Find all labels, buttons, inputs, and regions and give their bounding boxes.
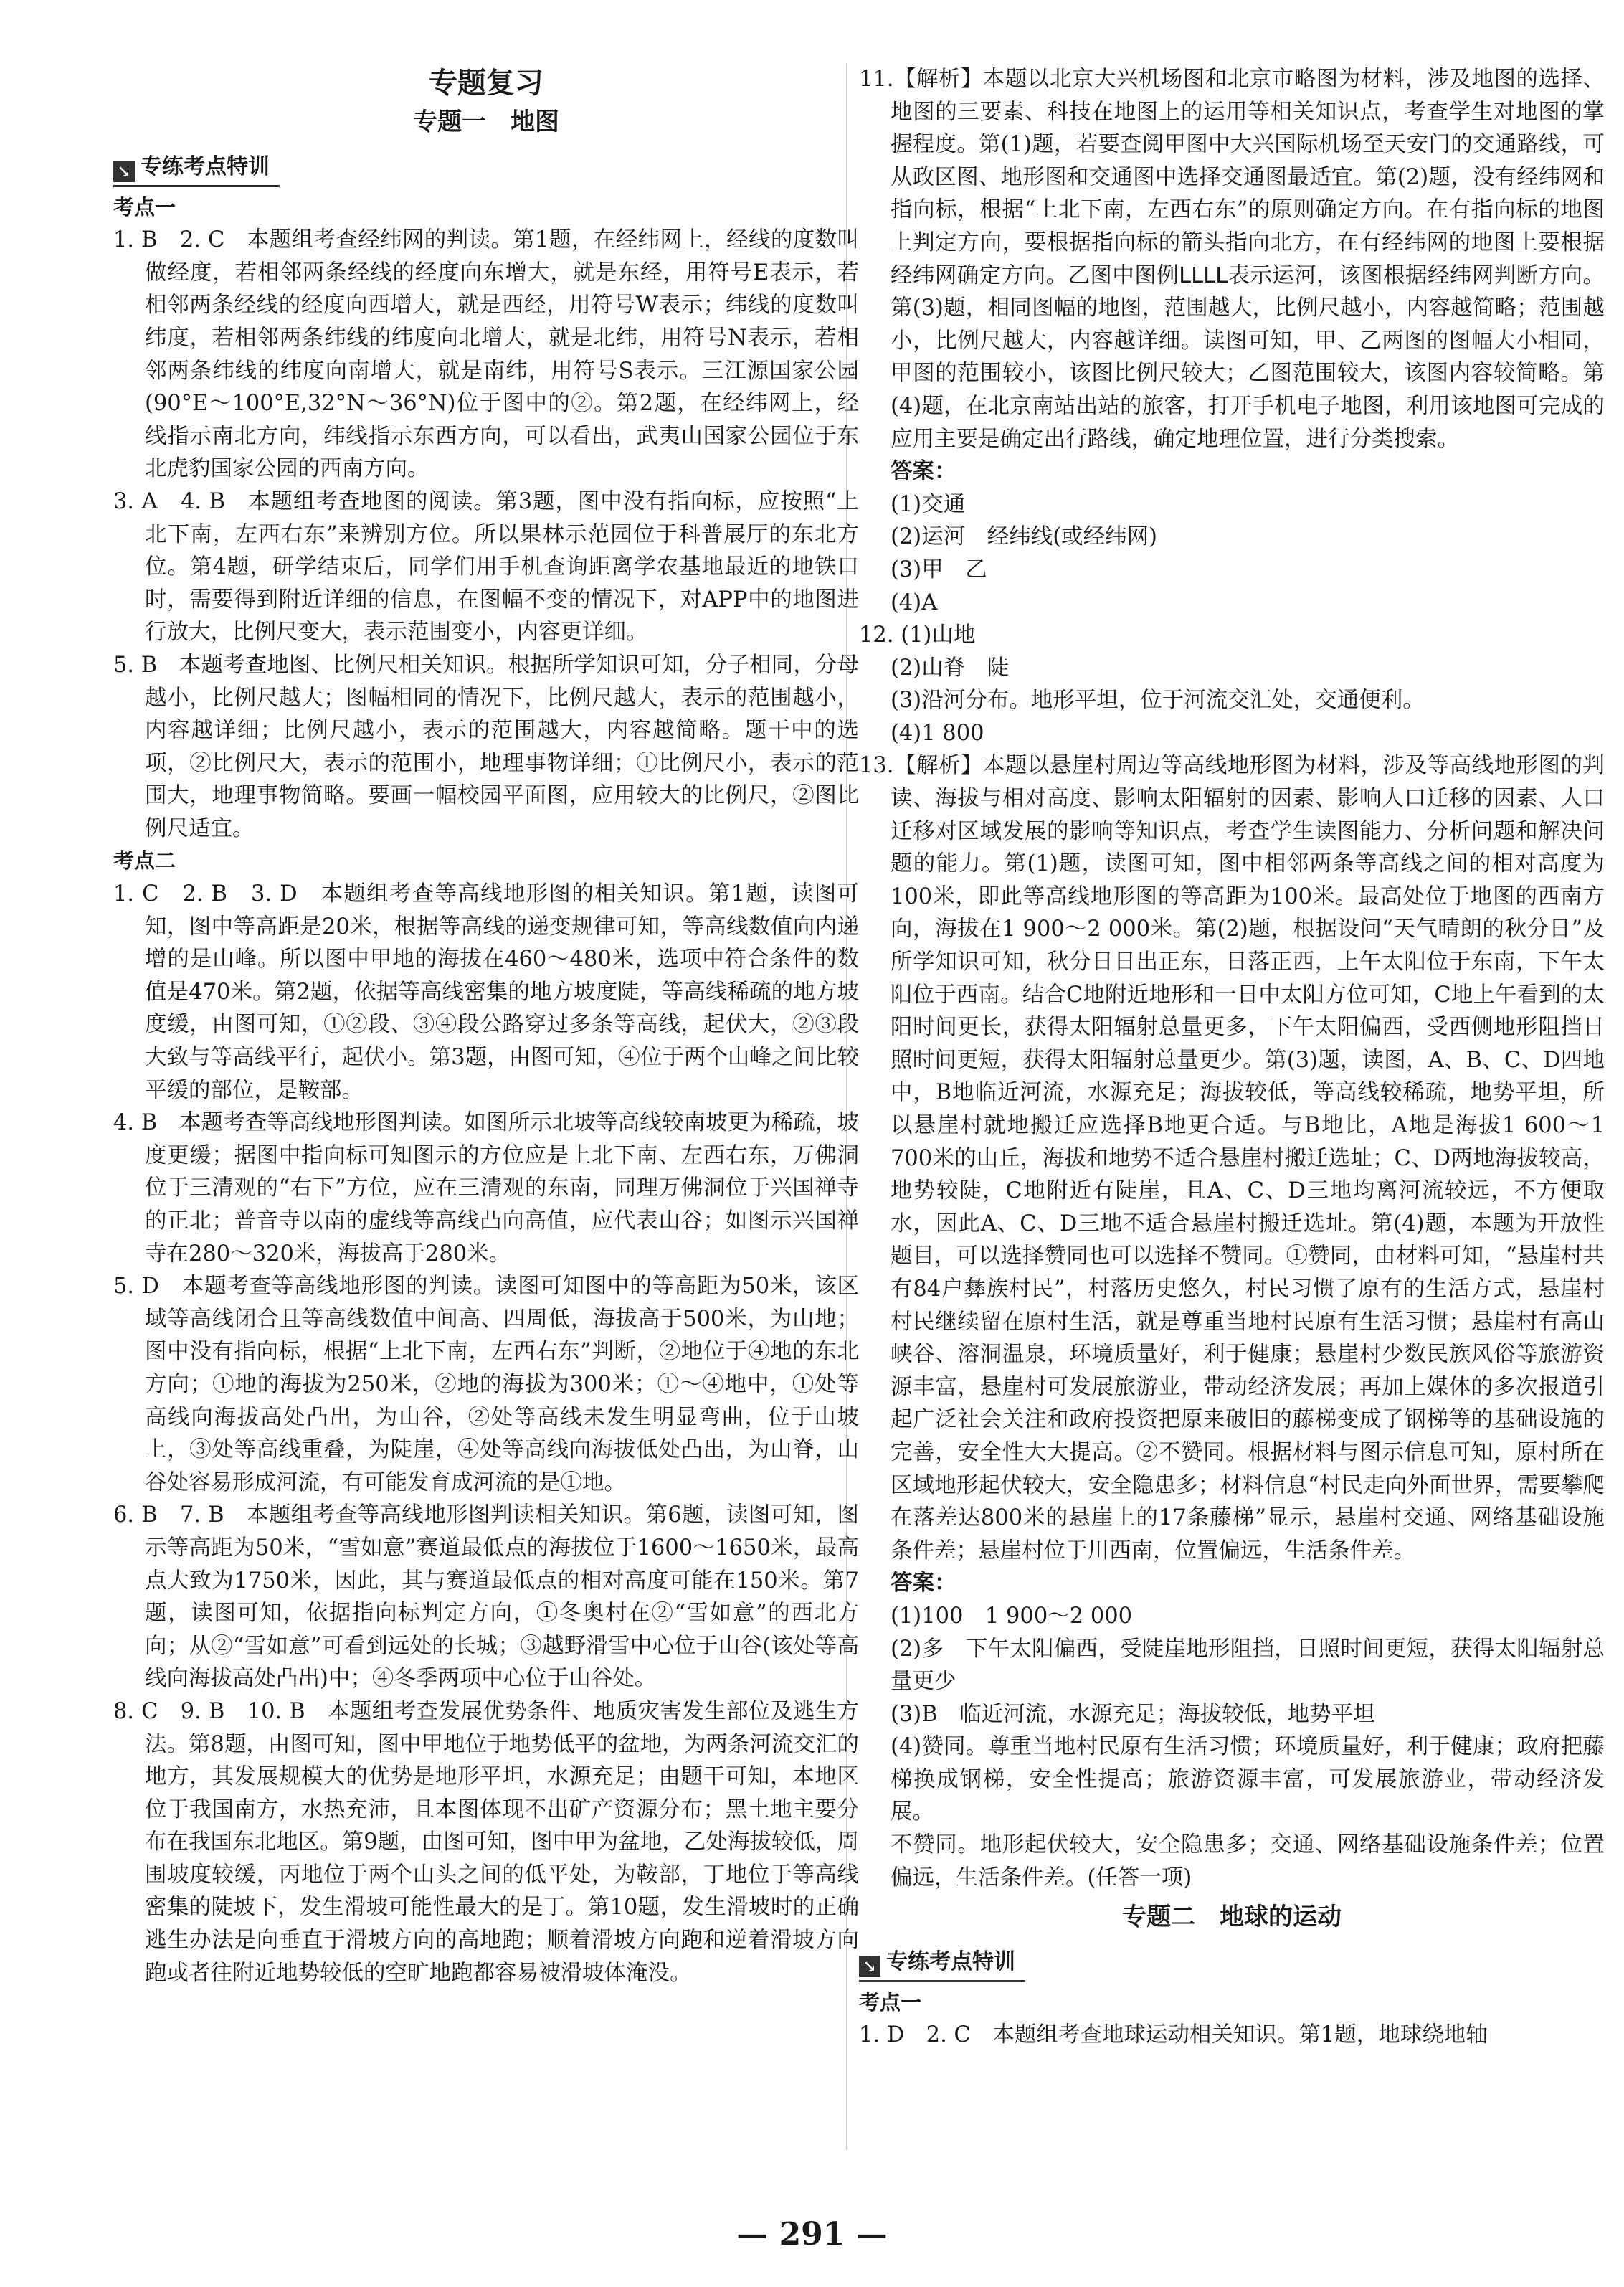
answer-line: (3)B 临近河流，水源充足；海拔较低，地势平坦 — [891, 1701, 1375, 1727]
topic-title: 专题二 地球的运动 — [1122, 1903, 1342, 1932]
answer-line: (4)A — [891, 589, 938, 615]
answer: 4. B 本题考查等高线地形图判读。如图所示北坡等高线较南坡更为稀疏，坡度更缓；据图中指向标可知图示的方位应是上北下南、左西右东，万佛洞位于三清观的“右下”方位，应在三清观的东南，同理万佛洞位于兴国禅寺的正北；普音寺以南的虚线等高线凸向高值，应代表山谷；如图示兴国禅寺在280～320米，海拔高于280米。 — [113, 1110, 859, 1266]
section-header: ↘ 专练考点特训 — [113, 151, 280, 187]
answer: 1. C 2. B 3. D 本题组考查等高线地形图的相关知识。第1题，读图可知，图中等高距是20米，根据等高线的递变规律可知，等高线数值向内递增的是山峰。所以图中甲地的海拔在460～480米，选项中符合条件的数值是470米。第2题，依据等高线密集的地方坡度陡，等高线稀疏的地方坡度缓，由图可知，①②段、③④段公路穿过多条等高线，起伏大，②③段大致与等高线平行，起伏小。第3题，由图可知，④位于两个山峰之间比较平缓的部位，是鞍部。 — [113, 881, 859, 1103]
arrow-icon: ↘ — [113, 161, 135, 182]
section-header: ↘ 专练考点特训 — [859, 1946, 1025, 1982]
point-label: 考点二 — [113, 848, 176, 873]
answer-line: (1)交通 — [891, 491, 966, 517]
answer: 13.【解析】本题以悬崖村周边等高线地形图为材料，涉及等高线地形图的判读、海拔与相对高度、影响太阳辐射的因素、影响人口迁移的因素、人口迁移对区域发展的影响等知识点，考查学生读图能力、分析问题和解决问题的能力。第(1)题，读图可知，图中相邻两条等高线之间的相对高度为100米，即此等高线地形图的等高距为100米。最高处位于地图的西南方向，海拔在1 900～2 000米。第(2)题，根据设问“天气晴朗的秋分日”及所学知识可知，秋分日日出正东，日落正西，上午太阳位于东南，下午太阳位于西南。结合C地附近地形和一日中太阳方位可知，C地上午看到的太阳时间更长，获得太阳辐射总量更多，下午太阳偏西，受西侧地形阻挡日照时间更短，获得太阳辐射总量更少。第(3)题，读图，A、B、C、D四地中，B地临近河流，水源充足；海拔较低，等高线较稀疏，地势平坦，所以悬崖村就地搬迁应选择B地更合适。与B地比，A地是海拔1 600～1 700米的山丘，海拔和地势不适合悬崖村搬迁选址；C、D两地海拔较高，地势较陡，C地附近有陡崖，且A、C、D三地均离河流较远，不方便取水，因此A、C、D三地不适合悬崖村搬迁选址。第(4)题，本题为开放性题目，可以选择赞同也可以选择不赞同。①赞同，由材料可知，“悬崖村共有84户彝族村民”，村落历史悠久，村民习惯了原有的生活方式，悬崖村村民继续留在原村生活，就是尊重当地村民原有生活习惯；悬崖村有高山峡谷、溶洞温泉，环境质量好，利于健康；悬崖村少数民族风俗等旅游资源丰富，悬崖村可发展旅游业，带动经济发展；再加上媒体的多次报道引起广泛社会关注和政府投资把原来破旧的藤梯变成了钢梯等的基础设施的完善，安全性大大提高。②不赞同。根据材料与图示信息可知，原村所在区域地形起伏较大，安全隐患多；材料信息“村民走向外面世界，需要攀爬在落差达800米的悬崖上的17条藤梯”显示，悬崖村交通、网络基础设施条件差；悬崖村位于川西南，位置偏远，生活条件差。 — [859, 753, 1605, 1563]
page-number: — 291 — — [736, 2216, 888, 2253]
answer: 6. B 7. B 本题组考查等高线地形图判读相关知识。第6题，读图可知，图示等高距为50米，“雪如意”赛道最低点的海拔位于1600～1650米，最高点大致为1750米，因此，其与赛道最低点的相对高度可能在150米。第7题，读图可知，依据指向标判定方向，①冬奥村在②“雪如意”的西北方向；从②“雪如意”可看到远处的长城；③越野滑雪中心位于山谷(该处等高线向海拔高处凸出)中；④冬季两项中心位于山谷处。 — [113, 1502, 859, 1692]
arrow-icon: ↘ — [859, 1956, 880, 1977]
answer: 8. C 9. B 10. B 本题组考查发展优势条件、地质灾害发生部位及逃生方法。第8题，由图可知，图中甲地位于地势低平的盆地，为两条河流交汇的地方，其发展规模大的优势是地形平坦，水源充足；由题干可知，本地区位于我国南方，水热充沛，且本图体现不出矿产资源分布；黑土地主要分布在我国东北地区。第9题，由图可知，图中甲为盆地，乙处海拔较低，周围坡度较缓，丙地位于两个山头之间的低平处，为鞍部，丁地位于等高线密集的陡坡下，发生滑坡可能性最大的是丁。第10题，发生滑坡时的正确逃生办法是向垂直于滑坡方向的高地跑；顺着滑坡方向跑和逆着滑坡方向跑或者往附近地势较低的空旷地跑都容易被滑坡体淹没。 — [113, 1698, 859, 1986]
answer-line: (2)运河 经纬线(或经纬网) — [891, 524, 1158, 550]
answer-label: 答案： — [891, 458, 956, 485]
answer-line: (2)多 下午太阳偏西，受陡崖地形阻挡，日照时间更短，获得太阳辐射总量更少 — [891, 1636, 1605, 1695]
answer: 5. B 本题考查地图、比例尺相关知识。根据所学知识可知，分子相同，分母越小，比例尺越大；图幅相同的情况下，比例尺越大，表示的范围越小，内容越详细；比例尺越小，表示的范围越大，内容越简略。题干中的选项，②比例尺大，表示的范围小，地理事物详细；①比例尺小，表示的范围大，地理事物简略。要画一幅校园平面图，应用较大的比例尺，②图比例尺适宜。 — [113, 652, 859, 841]
answer-line: 12. (1)山地 — [859, 622, 976, 648]
answer-line: (3)沿河分布。地形平坦，位于河流交汇处，交通便利。 — [891, 688, 1425, 714]
left-column — [113, 63, 859, 1989]
point-label: 考点一 — [859, 1989, 922, 2014]
answer-label: 答案： — [891, 1570, 956, 1596]
answer-line: (2)山脊 陡 — [891, 655, 1010, 681]
topic-title: 专题一 地图 — [413, 108, 559, 136]
answer-line: (4)赞同。尊重当地村民原有生活习惯；环境质量好，利于健康；政府把藤梯换成钢梯，安全性提高；旅游资源丰富，可发展旅游业，带动经济发展。 — [891, 1734, 1605, 1825]
answer-line: (3)甲 乙 — [891, 557, 987, 582]
answer: 1. B 2. C 本题组考查经纬网的判读。第1题，在经纬网上，经线的度数叫做经度，若相邻两条经线的经度向东增大，就是东经，用符号E表示，若相邻两条经线的经度向西增大，就是西经，用符号W表示；纬线的度数叫纬度，若相邻两条纬线的纬度向北增大，就是北纬，用符号N表示，若相邻两条纬线的纬度向南增大，就是南纬，用符号S表示。三江源国家公园(90°E～100°E,32°N～36°N)位于图中的②。第2题，在经纬网上，经线指示南北方向，纬线指示东西方向，可以看出，武夷山国家公园位于东北虎豹国家公园的西南方向。 — [113, 227, 859, 482]
answer-line: 不赞同。地形起伏较大，安全隐患多；交通、网络基础设施条件差；位置偏远，生活条件差。(任答一项) — [891, 1832, 1605, 1890]
answer: 3. A 4. B 本题组考查地图的阅读。第3题，图中没有指向标，应按照“上北下南，左西右东”来辨别方位。所以果林示范园位于科普展厅的东北方位。第4题，研学结束后，同学们用手机查询距离学农基地最近的地铁口时，需要得到附近详细的信息，在图幅不变的情况下，对APP中的地图进行放大，比例尺变大，表示范围变小，内容更详细。 — [113, 488, 859, 645]
answer-line: (4)1 800 — [891, 720, 984, 746]
page-title: 专题复习 — [429, 66, 543, 100]
point-label: 考点一 — [113, 194, 176, 219]
answer: 11.【解析】本题以北京大兴机场图和北京市略图为材料，涉及地图的选择、地图的三要素、科技在地图上的运用等相关知识点，考查学生对地图的掌握程度。第(1)题，若要查阅甲图中大兴国际机场至天安门的交通路线，可从政区图、地形图和交通图中选择交通图最适宜。第(2)题，没有经纬网和指向标，根据“上北下南，左西右东”的原则确定方向。在有指向标的地图上判定方向，要根据指向标的箭头指向北方，在有经纬网的地图上要根据经纬网确定方向。乙图中图例ᒪᒪᒪᒪ表示运河，该图根据经纬网判断方向。第(3)题，相同图幅的地图，范围越大，比例尺越小，内容越简略；范围越小，比例尺越大，内容越详细。读图可知，甲、乙两图的图幅大小相同，甲图的范围较小，该图比例尺较大；乙图范围较大，该图内容较简略。第(4)题，在北京南站出站的旅客，打开手机电子地图，利用该地图可完成的应用主要是确定出行路线，确定地理位置，进行分类搜索。 — [859, 67, 1605, 452]
answer: 5. D 本题考查等高线地形图的判读。读图可知图中的等高距为50米，该区域等高线闭合且等高线数值中间高、四周低，海拔高于500米，为山地；图中没有指向标，根据“上北下南，左西右东”判断，②地位于④地的东北方向；①地的海拔为250米，②地的海拔为300米；①～④地中，①处等高线向海拔高处凸出，为山谷，②处等高线未发生明显弯曲，位于山坡上，③处等高线重叠，为陡崖，④处等高线向海拔低处凸出，为山脊，山谷处容易形成河流，有可能发育成河流的是①地。 — [113, 1274, 859, 1495]
answer: 1. D 2. C 本题组考查地球运动相关知识。第1题，地球绕地轴 — [859, 2022, 1488, 2048]
answer-line: (1)100 1 900～2 000 — [891, 1603, 1133, 1629]
right-column — [859, 63, 1605, 2052]
